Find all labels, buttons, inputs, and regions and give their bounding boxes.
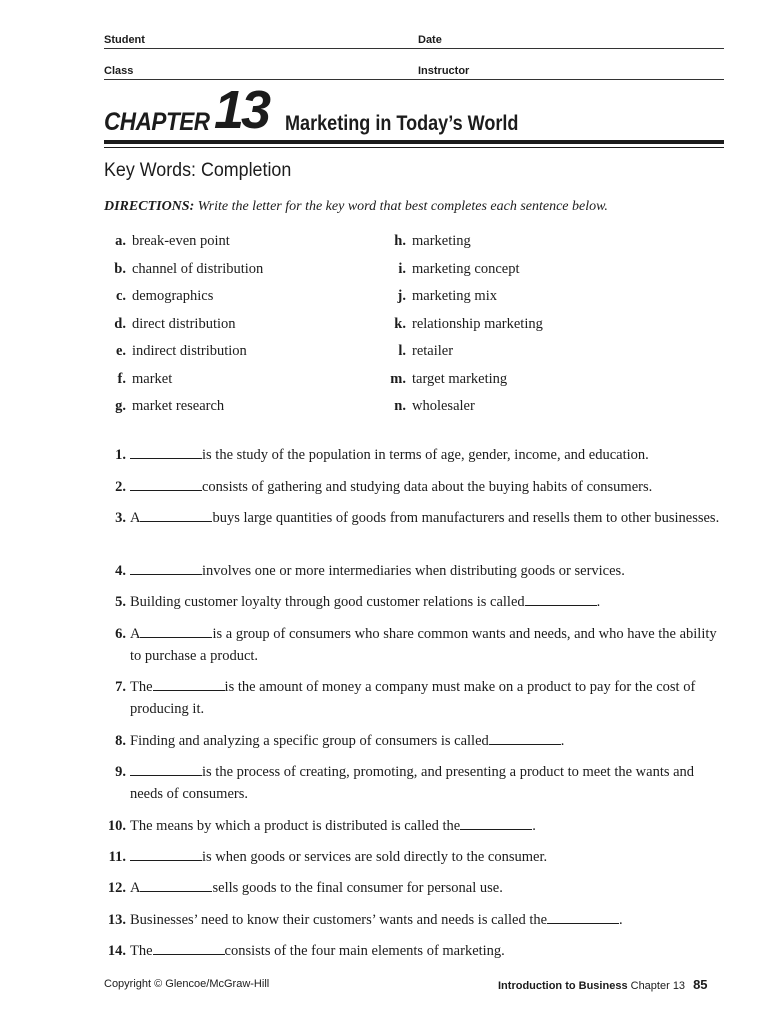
section-title: Key Words: Completion <box>104 160 292 181</box>
key-word: g. market research <box>115 398 225 414</box>
key-word: k. relationship marketing <box>394 316 543 332</box>
date-label: Date <box>418 34 442 46</box>
answer-blank[interactable] <box>153 677 225 691</box>
footer-book-info: Introduction to Business Chapter 13 85 <box>498 977 708 992</box>
key-word: m. target marketing <box>390 371 508 387</box>
class-label: Class <box>104 65 134 77</box>
key-word: b. channel of distribution <box>114 261 264 277</box>
answer-blank[interactable] <box>130 445 202 459</box>
key-word: n. wholesaler <box>394 398 475 414</box>
directions-text: Write the letter for the key word that best completes each sentence below. <box>197 199 608 214</box>
key-word: a. break-even point <box>115 233 230 249</box>
answer-blank[interactable] <box>547 910 619 924</box>
answer-blank[interactable] <box>130 847 202 861</box>
key-word: i. marketing concept <box>398 261 520 277</box>
class-instructor-line <box>104 79 724 80</box>
chapter-title: Marketing in Today’s World <box>285 112 519 135</box>
chapter-word: CHAPTER <box>104 108 210 136</box>
key-word: l. retailer <box>398 343 454 359</box>
page-number: 85 <box>693 977 708 992</box>
worksheet-page: Student Date Class Instructor CHAPTER 13 Marketing in Today’s World Key Words: Completion DIRECTIONS: Write the letter for the key word that best completes each sentence below. a. break-even point b. channel of distribution c. demographics d. direct distribution e. indirect distribution f. market g. market research h. marketing i. marketing concept j. marketing mix k. relationship marketing l. retailer m. target marketing n. wholesaler 1. is the study of the population in terms of age, gender, income, and education. 2. consists of gathering and studying data about the buying habits of consumers. 3. A buys large quantities of goods from manufacturers and resells them to other businesses. 4. involves one or more intermediaries when distributing goods or services. 5. Building customer loyalty through good customer relations is called . 6. A is a group of consumers who share common wants and needs, and who have the ability to purchase a product. 7. The is the amount of money a company must make on a product to pay for the cost of producing it. 8. Finding and analyzing a specific group of consumers is called . 9. is the process of creating, promoting, and presenting a product to meet the wants and needs of consumers. 10. The means by which a product is distributed is called the . 11. is when goods or services are sold directly to the consumer. 12. A sells goods to the final consumer for personal use. 13. Businesses’ need to know their customers’ wants and needs is called the . 14. The consists of the four main elements of marketing. Copyright © Glencoe/McGraw-Hill Introduction to Business Chapter 13 85 <box>0 0 770 1024</box>
directions-label: DIRECTIONS: <box>104 199 195 214</box>
answer-blank[interactable] <box>153 941 225 955</box>
directions <box>104 199 608 215</box>
answer-blank[interactable] <box>525 592 597 606</box>
heading-rule-thick <box>104 140 724 144</box>
key-word: c. demographics <box>115 288 214 304</box>
student-label: Student <box>104 34 145 46</box>
answer-blank[interactable] <box>130 561 202 575</box>
answer-blank[interactable] <box>140 878 212 892</box>
answer-blank[interactable] <box>130 477 202 491</box>
answer-blank[interactable] <box>140 508 212 522</box>
key-word: j. marketing mix <box>397 288 497 304</box>
chapter-number: 13 <box>214 80 269 140</box>
key-word: h. marketing <box>394 233 471 249</box>
copyright: Copyright © Glencoe/McGraw-Hill <box>104 978 270 990</box>
key-word: f. market <box>117 371 173 387</box>
answer-blank[interactable] <box>140 624 212 638</box>
key-word: d. direct distribution <box>114 316 236 332</box>
answer-blank[interactable] <box>489 731 561 745</box>
heading-rule-thin <box>104 147 724 148</box>
answer-blank[interactable] <box>130 762 202 776</box>
student-date-line <box>104 48 724 49</box>
answer-blank[interactable] <box>460 816 532 830</box>
instructor-label: Instructor <box>418 65 470 77</box>
key-word: e. indirect distribution <box>115 343 247 359</box>
